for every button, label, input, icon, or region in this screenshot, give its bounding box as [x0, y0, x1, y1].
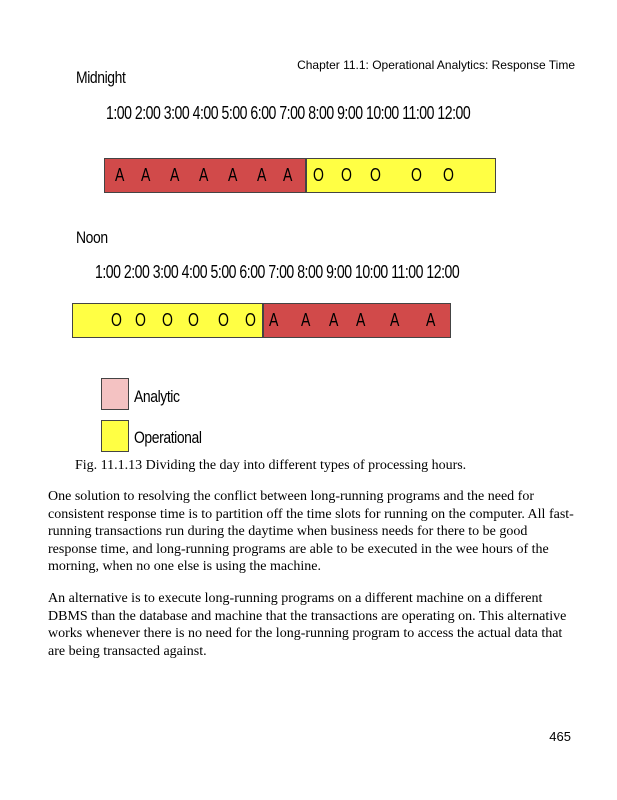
bar-letter: O [162, 310, 173, 330]
body-paragraph-1: One solution to resolving the conflict between long-running programs and the need for consistent response time is to partition off the time slots for running on the computer. All fast-running transactions run during the daytime when business needs for there to be good response time, and long-running programs are able to be executed in the wee hours of the morning, when no one else is using the machine. [48, 489, 574, 574]
bar-letter: A [426, 310, 436, 330]
noon-analytic-bar [263, 303, 451, 338]
bar-letter: O [443, 165, 454, 185]
bar-letter: O [188, 310, 199, 330]
legend-analytic-label: Analytic [134, 387, 180, 406]
bar-letter: O [245, 310, 256, 330]
bar-letter: A [257, 165, 267, 185]
bar-letter: O [218, 310, 229, 330]
bar-letter: A [141, 165, 151, 185]
bar-letter: A [115, 165, 125, 185]
bar-letter: O [370, 165, 381, 185]
bar-letter: O [111, 310, 122, 330]
page-number: 465 [549, 729, 571, 744]
bar-letter: A [356, 310, 366, 330]
bar-letter: A [301, 310, 311, 330]
bar-letter: O [341, 165, 352, 185]
noon-hours: 1:00 2:00 3:00 4:00 5:00 6:00 7:00 8:00 9:00 10:00 11:00 12:00 [95, 262, 460, 282]
bar-letter: O [411, 165, 422, 185]
bar-letter: O [135, 310, 146, 330]
midnight-hours: 1:00 2:00 3:00 4:00 5:00 6:00 7:00 8:00 9:00 10:00 11:00 12:00 [106, 103, 471, 123]
noon-operational-bar [72, 303, 263, 338]
midnight-analytic-bar [104, 158, 306, 193]
bar-letter: A [170, 165, 180, 185]
figure-caption: Fig. 11.1.13 Dividing the day into different types of processing hours. [75, 458, 467, 473]
midnight-operational-bar [306, 158, 496, 193]
bar-letter: A [269, 310, 279, 330]
midnight-label: Midnight [76, 68, 126, 87]
bar-letter: O [313, 165, 324, 185]
bar-letter: A [283, 165, 293, 185]
legend-operational-swatch [101, 420, 129, 452]
bar-letter: A [329, 310, 339, 330]
running-head: Chapter 11.1: Operational Analytics: Response Time [297, 58, 575, 72]
legend-analytic-swatch [101, 378, 129, 410]
bar-letter: A [390, 310, 400, 330]
bar-letter: A [228, 165, 238, 185]
body-paragraph-2: An alternative is to execute long-running programs on a different machine on a different DBMS than the database and machine that the transactions are operating on. This alternative works whenever there is no need for the long-running program to access the actual data that are being transacted against. [48, 591, 567, 659]
noon-label: Noon [76, 228, 108, 247]
legend-operational-label: Operational [134, 428, 202, 447]
bar-letter: A [199, 165, 209, 185]
